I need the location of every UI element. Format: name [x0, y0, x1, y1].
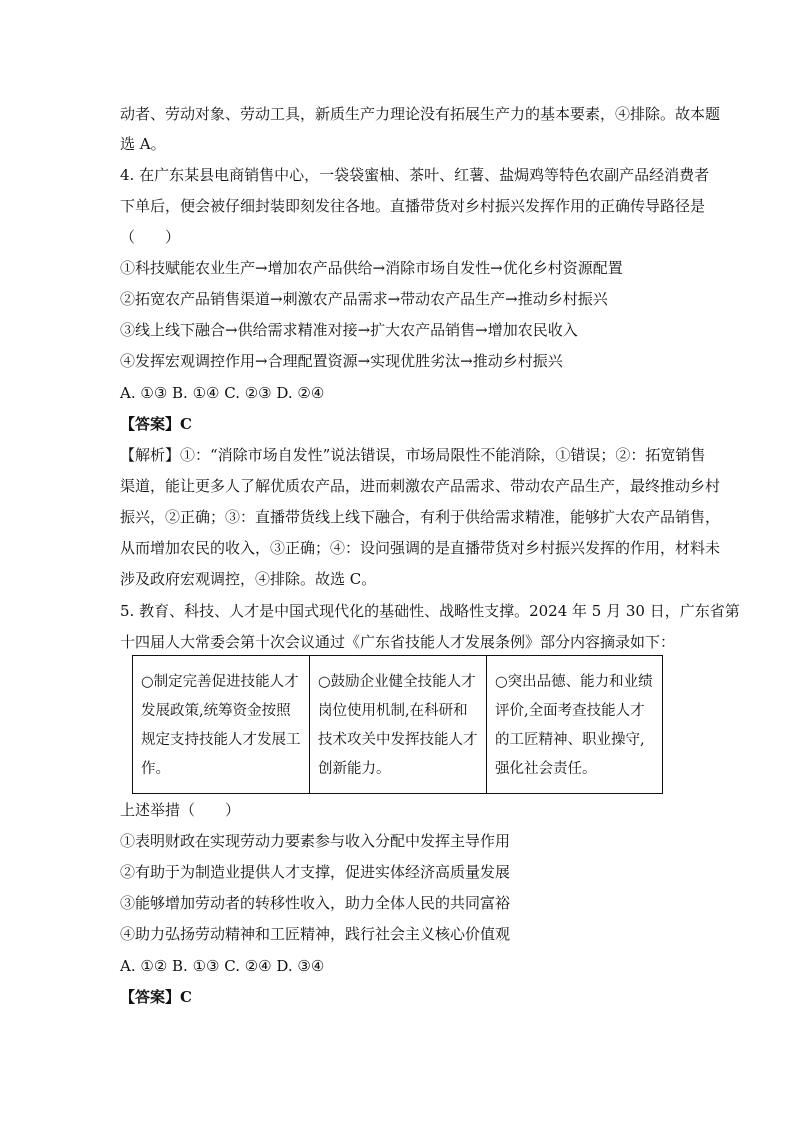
analysis-line: 振兴，②正确；③：直播带货线上线下融合，有利于供给需求精准，能够扩大农产品销售， [120, 508, 721, 526]
analysis-line: 渠道，能让更多人了解优质农产品，进而刺激农产品需求、带动农产品生产，最终推动乡村 [120, 477, 721, 495]
option-1: ①表明财政在实现劳动力要素参与收入分配中发挥主导作用 [120, 832, 511, 850]
question-4-stem: 下单后，便会被仔细封装即刻发往各地。直播带货对乡村振兴发挥作用的正确传导路径是 [120, 197, 706, 215]
option-4: ④助力弘扬劳动精神和工匠精神，践行社会主义核心价值观 [120, 925, 511, 943]
analysis-line: 【解析】①：“消除市场自发性”说法错误，市场局限性不能消除，①错误；②：拓宽销售 [120, 446, 706, 464]
option-3: ③线上线下融合→供给需求精准对接→扩大农产品销售→增加农民收入 [120, 321, 578, 339]
option-1: ①科技赋能农业生产→增加农产品供给→消除市场自发性→优化乡村资源配置 [120, 259, 623, 277]
excerpt-cell: ○制定完善促进技能人才发展政策,统筹资金按照规定支持技能人才发展工作。 [133, 656, 310, 794]
answer-choices: A. ①③ B. ①④ C. ②③ D. ②④ [120, 384, 325, 402]
analysis-line: 从而增加农民的收入，③正确；④：设问强调的是直播带货对乡村振兴发挥的作用，材料未 [120, 539, 721, 557]
option-3: ③能够增加劳动者的转移性收入，助力全体人民的共同富裕 [120, 894, 511, 912]
analysis-line: 涉及政府宏观调控，④排除。故选 C。 [120, 570, 377, 588]
question-4-stem: 4. 在广东某县电商销售中心，一袋袋蜜柚、茶叶、红薯、盐焗鸡等特色农副产品经消费者 [120, 166, 710, 184]
excerpt-cell: ○突出品德、能力和业绩评价,全面考查技能人才的工匠精神、职业操守,强化社会责任。 [487, 656, 663, 794]
option-2: ②拓宽农产品销售渠道→刺激农产品需求→带动农产品生产→推动乡村振兴 [120, 290, 608, 308]
option-4: ④发挥宏观调控作用→合理配置资源→实现优胜劣汰→推动乡村振兴 [120, 352, 563, 370]
option-2: ②有助于为制造业提供人才支撑，促进实体经济高质量发展 [120, 863, 511, 881]
answer-label: 【答案】C [120, 988, 192, 1006]
question-5-stem: 十四届人大常委会第十次会议通过《广东省技能人才发展条例》部分内容摘录如下： [120, 633, 676, 651]
paragraph-line: 选 A。 [120, 135, 166, 153]
excerpt-cell: ○鼓励企业健全技能人才岗位使用机制,在科研和技术攻关中发挥技能人才创新能力。 [310, 656, 487, 794]
regulation-excerpt-table [132, 655, 663, 794]
answer-label: 【答案】C [120, 415, 192, 433]
paragraph-line: 动者、劳动对象、劳动工具，新质生产力理论没有拓展生产力的基本要素，④排除。故本题 [120, 105, 721, 123]
question-4-blank: （ ） [120, 228, 181, 246]
question-5-prompt: 上述举措（ ） [120, 801, 241, 819]
question-5-stem: 5. 教育、科技、人才是中国式现代化的基础性、战略性支撑。2024 年 5 月 30 日，广东省第 [120, 602, 740, 620]
answer-choices: A. ①② B. ①③ C. ②④ D. ③④ [120, 957, 325, 975]
